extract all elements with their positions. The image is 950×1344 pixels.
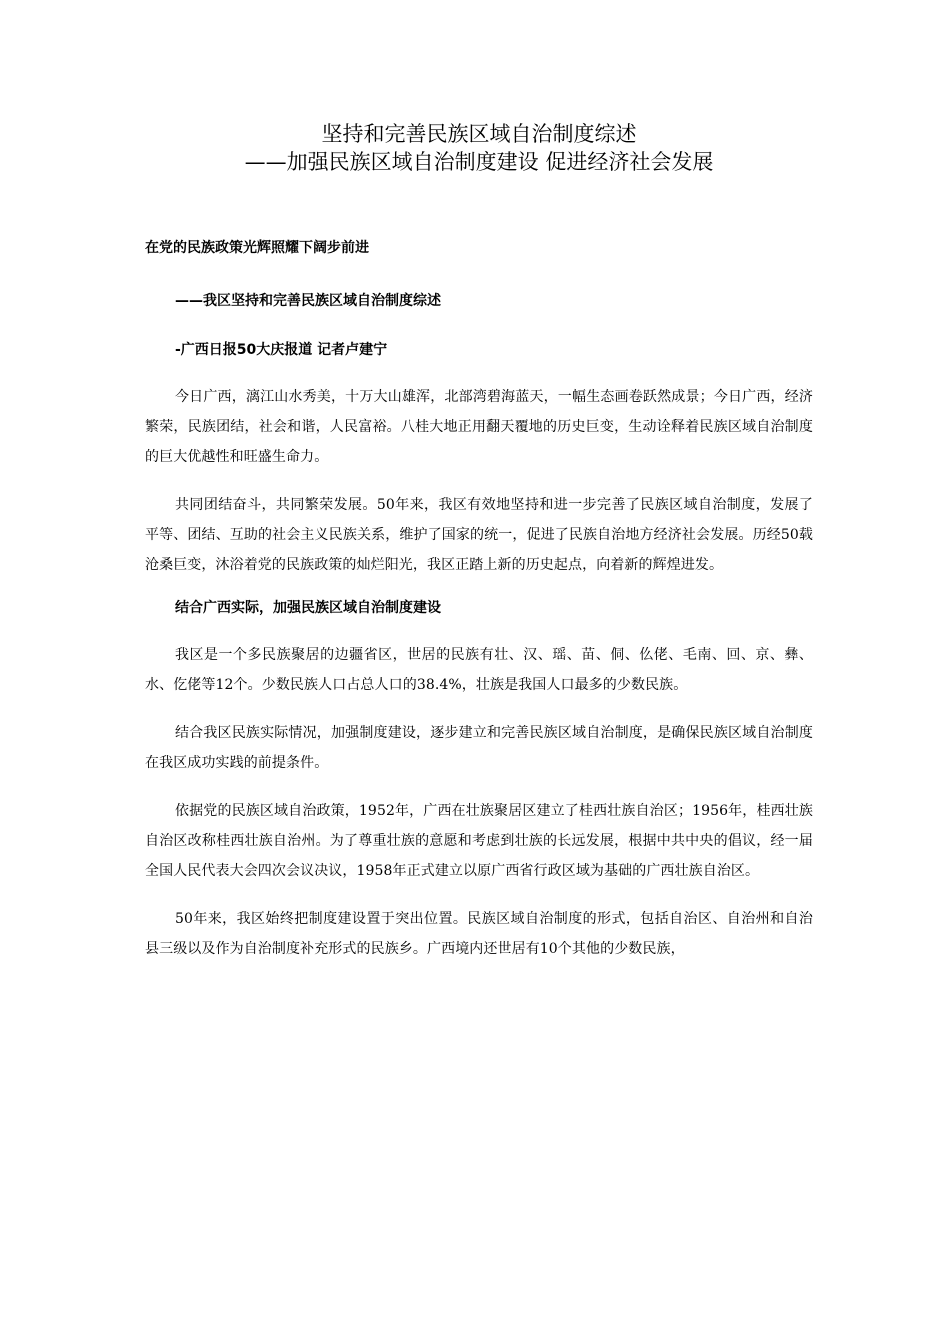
page-subtitle: ——加强民族区域自治制度建设 促进经济社会发展 <box>244 150 714 174</box>
paragraph-3: 我区是一个多民族聚居的边疆省区，世居的民族有壮、汉、瑶、苗、侗、仫佬、毛南、回、京、彝、水、仡佬等12个。少数民族人口占总人口的38.4%，壮族是我国人口最多的少数民族。 <box>145 647 813 693</box>
paragraph-5: 依据党的民族区域自治政策，1952年，广西在壮族聚居区建立了桂西壮族自治区；1956年，桂西壮族自治区改称桂西壮族自治州。为了尊重壮族的意愿和考虑到壮族的长远发展，根据中共中央的倡议，经一届全国人民代表大会四次会议决议，1958年正式建立以原广西省行政区域为基础的广西壮族自治区。 <box>145 803 813 879</box>
article-body <box>145 238 813 982</box>
page-title: 坚持和完善民族区域自治制度综述 <box>321 122 637 146</box>
section-heading: 结合广西实际，加强民族区域自治制度建设 <box>175 600 441 616</box>
article-byline: -广西日报50大庆报道 记者卢建宁 <box>175 342 388 358</box>
article-heading: 在党的民族政策光辉照耀下阔步前进 <box>145 240 369 256</box>
document-page <box>145 0 813 1344</box>
paragraph-1: 今日广西，漓江山水秀美，十万大山雄浑，北部湾碧海蓝天，一幅生态画卷跃然成景；今日广西，经济繁荣，民族团结，社会和谐，人民富裕。八桂大地正用翻天覆地的历史巨变，生动诠释着民族区域自治制度的巨大优越性和旺盛生命力。 <box>145 389 813 465</box>
paragraph-4: 结合我区民族实际情况，加强制度建设，逐步建立和完善民族区域自治制度，是确保民族区域自治制度在我区成功实践的前提条件。 <box>145 725 813 771</box>
paragraph-6: 50年来，我区始终把制度建设置于突出位置。民族区域自治制度的形式，包括自治区、自治州和自治县三级以及作为自治制度补充形式的民族乡。广西境内还世居有10个其他的少数民族， <box>145 911 813 957</box>
paragraph-2: 共同团结奋斗，共同繁荣发展。50年来，我区有效地坚持和进一步完善了民族区域自治制度，发展了平等、团结、互助的社会主义民族关系，维护了国家的统一，促进了民族自治地方经济社会发展。历经50载沧桑巨变，沐浴着党的民族政策的灿烂阳光，我区正踏上新的历史起点，向着新的辉煌进发。 <box>145 497 813 573</box>
title-block <box>145 120 813 176</box>
article-subheading: ——我区坚持和完善民族区域自治制度综述 <box>175 293 441 309</box>
